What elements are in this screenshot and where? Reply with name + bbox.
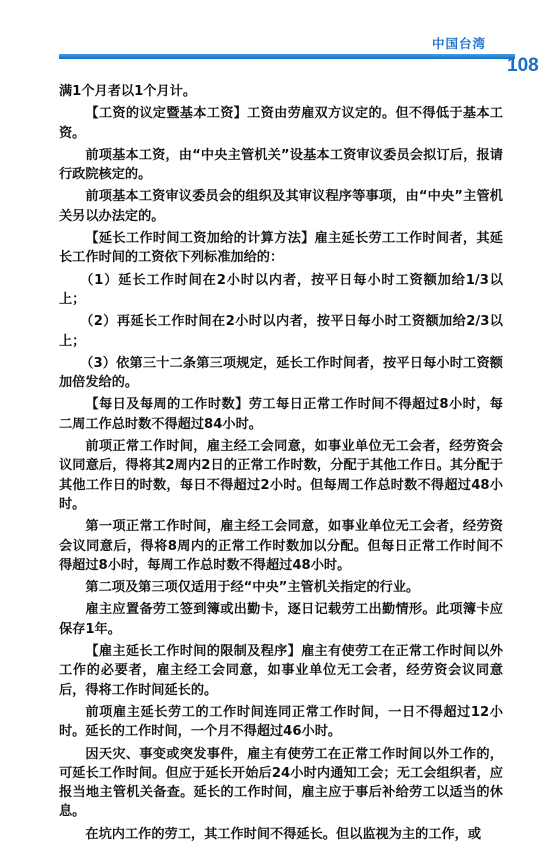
paragraph: 在坑内工作的劳工，其工作时间不得延长。但以监视为主的工作，或 [85, 826, 482, 842]
page-number: 108 [507, 55, 539, 76]
paragraph: 第二项及第三项仅适用于经“中央”主管机关指定的行业。 [85, 580, 420, 596]
page-header [0, 0, 559, 76]
paragraph: 前项正常工作时间，雇主经工会同意，如事业单位无工会者，经劳资会议同意后，得将其2周内2日的正常工作时数，分配于其他工作日。其分配于其他工作日的时数，每日不得超过2小时。但每周工作总时数不得超过48小时。 [59, 439, 503, 512]
section-title: 中国台湾 [432, 36, 487, 51]
list-item: （2）再延长工作时间在2小时以内者，按平日每小时工资额加给2/3以上； [59, 314, 503, 349]
paragraph: 前项雇主延长劳工的工作时间连同正常工作时间，一日不得超过12小时。延长的工作时间，一个月不得超过46小时。 [59, 704, 503, 740]
paragraph: 因天灾、事变或突发事件，雇主有使劳工在正常工作时间以外工作的，可延长工作时间。但应于延长开始后24小时内通知工会；无工会组织者，应报当地主管机关备查。延长的工作时间，雇主应于事后补给劳工以适当的休息。 [59, 746, 503, 820]
paragraph: 雇主应置备劳工签到簿或出勤卡，逐日记载劳工出勤情形。此项簿卡应保存1年。 [59, 602, 503, 637]
paragraph: 【每日及每周的工作时数】劳工每日正常工作时间不得超过8小时，每二周工作总时数不得超过84小时。 [59, 397, 503, 432]
list-item: （1）延长工作时间在2小时以内者，按平日每小时工资额加给1/3以上； [59, 272, 503, 307]
list-item: （3）依第三十二条第三项规定，延长工作时间者，按平日每小时工资额加倍发给的。 [59, 355, 503, 391]
paragraph: 满1个月者以1个月计。 [59, 84, 197, 99]
paragraph: 【延长工作时间工资加给的计算方法】雇主延长劳工工作时间者，其延长工作时间的工资依下列标准加给的： [59, 231, 503, 266]
paragraph: 前项基本工资审议委员会的组织及其审议程序等事项，由“中央”主管机关另以办法定的。 [59, 189, 503, 224]
paragraph: 第一项正常工作时间，雇主经工会同意，如事业单位无工会者，经劳资会议同意后，得将8周内的正常工作时数加以分配。但每日正常工作时间不得超过8小时，每周工作总时数不得超过48小时。 [59, 519, 503, 573]
header-rule [59, 54, 515, 59]
paragraph: 【工资的议定暨基本工资】工资由劳雇双方议定的。但不得低于基本工资。 [59, 106, 503, 141]
paragraph: 【雇主延长工作时间的限制及程序】雇主有使劳工在正常工作时间以外工作的必要者，雇主经工会同意，如事业单位无工会者，经劳资会议同意后，得将工作时间延长的。 [59, 644, 503, 698]
article-body [59, 82, 503, 847]
paragraph: 前项基本工资，由“中央主管机关”设基本工资审议委员会拟订后，报请行政院核定的。 [59, 147, 503, 183]
